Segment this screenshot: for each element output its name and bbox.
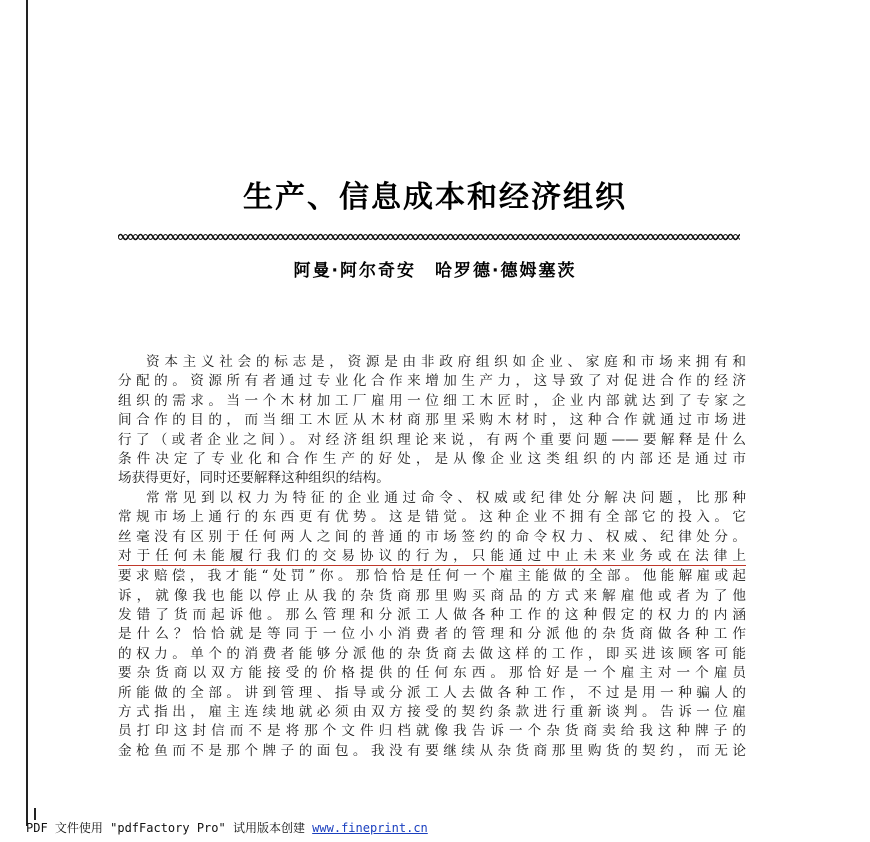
text-line: 间合作的目的，而当细工木匠从木材商那里采购木材时，这种合作就通过市场进 [118, 412, 746, 429]
page-margin-line [26, 0, 28, 826]
text-line: 条件决定了专业化和合作生产的好处，是从像企业这类组织的内部还是通过市 [118, 450, 746, 467]
text-line: 诉，就像我也能以停止从我的杂货商那里购买商品的方式来解雇他或者为了他 [118, 587, 746, 604]
text-line: 常规市场上通行的东西更有优势。这是错觉。这种企业不拥有全部它的投入。它 [118, 509, 746, 526]
text-line: 要求赔偿，我才能“处罚”你。那恰恰是任何一个雇主能做的全部。他能解雇或起 [118, 568, 746, 585]
footer-text: PDF 文件使用 "pdfFactory Pro" 试用版本创建 [26, 821, 313, 835]
body-text [118, 353, 746, 761]
pdf-footer [26, 819, 428, 836]
text-line: 丝毫没有区别于任何两人之间的普通的市场签约的命令权力、权威、纪律处分。 [118, 528, 746, 545]
text-line: 常常见到以权力为特征的企业通过命令、权威或纪律处分解决问题，比那种 [146, 489, 746, 506]
text-line: 所能做的全部。讲到管理、指导或分派工人去做各种工作，不过是用一种骗人的 [118, 684, 746, 701]
text-line: 发错了货而起诉他。那么管理和分派工人做各种工作的这种假定的权力的内涵 [118, 607, 746, 624]
text-line: 金枪鱼而不是那个牌子的面包。我没有要继续从杂货商那里购货的契约，而无论 [118, 742, 746, 759]
text-line: 组织的需求。当一个木材加工厂雇用一位细工木匠时，企业内部就达到了专家之 [118, 392, 746, 409]
ornamental-divider [118, 232, 740, 242]
document-authors: 阿曼·阿尔奇安 哈罗德·德姆塞茨 [293, 261, 577, 281]
document-title: 生产、信息成本和经济组织 [243, 180, 627, 215]
text-line: 员打印这封信而不是将那个文件归档就像我告诉一个杂货商卖给我这种牌子的 [118, 723, 746, 740]
text-line: 分配的。资源所有者通过专业化合作来增加生产力，这导致了对促进合作的经济 [118, 373, 746, 390]
text-line: 场获得更好，同时还要解释这种组织的结构。 [118, 470, 390, 487]
text-line: 的权力。单个的消费者能够分派他的杂货商去做这样的工作，即买进该顾客可能 [118, 645, 746, 662]
text-line: 行了（或者企业之间）。对经济组织理论来说，有两个重要问题——要解释是什么 [118, 431, 746, 448]
text-line: 要杂货商以双方能接受的价格提供的任何东西。那恰好是一个雇主对一个雇员 [118, 665, 746, 682]
text-line: 资本主义社会的标志是，资源是由非政府组织如企业、家庭和市场来拥有和 [146, 354, 746, 370]
footer-link[interactable]: www.fineprint.cn [312, 821, 428, 835]
text-line: 是什么？恰恰就是等同于一位小小消费者的管理和分派他的杂货商做各种工作 [118, 626, 746, 643]
underlined-text-line: 对于任何未能履行我们的交易协议的行为，只能通过中止未来业务或在法律上 [118, 547, 746, 564]
text-line: 方式指出，雇主连续地就必须由双方接受的契约条款进行重新谈判。告诉一位雇 [118, 704, 746, 721]
